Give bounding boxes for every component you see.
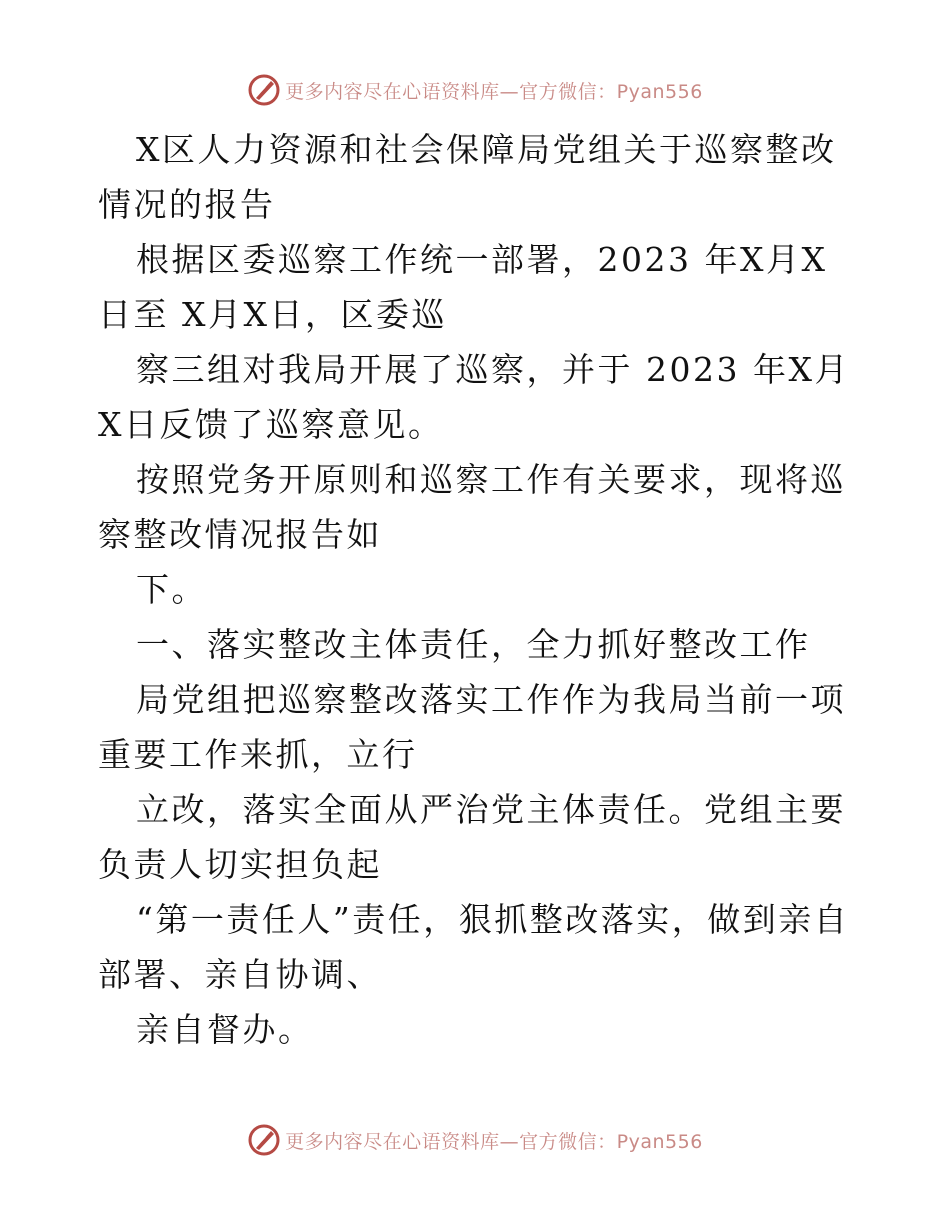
- watermark-text: 更多内容尽在心语资料库—官方微信：Pyan556: [285, 1130, 703, 1153]
- paragraph: 亲自督办。: [136, 1010, 314, 1049]
- quill-logo-icon: [247, 1123, 281, 1157]
- paragraph: “第一责任人”责任，狠抓整改落实，做到亲自部署、亲自协调、: [98, 900, 850, 994]
- footer-watermark: [0, 1120, 950, 1160]
- header-watermark: [0, 70, 950, 110]
- paragraph: 局党组把巡察整改落实工作作为我局当前一项重要工作来抓，立行: [98, 680, 846, 774]
- quill-logo-icon: [247, 73, 281, 107]
- report-title: X区人力资源和社会保障局党组关于巡察整改情况的报告: [98, 130, 837, 224]
- paragraph: 根据区委巡察工作统一部署，2023 年X月X日至 X月X日，区委巡: [98, 240, 828, 334]
- paragraph: 下。: [136, 570, 207, 609]
- paragraph: 按照党务开原则和巡察工作有关要求，现将巡察整改情况报告如: [98, 460, 846, 554]
- paragraph: 察三组对我局开展了巡察，并于 2023 年X月X日反馈了巡察意见。: [98, 350, 850, 444]
- document-body: [98, 122, 858, 1057]
- paragraph: 立改，落实全面从严治党主体责任。党组主要负责人切实担负起: [98, 790, 846, 884]
- watermark-text: 更多内容尽在心语资料库—官方微信：Pyan556: [285, 80, 703, 103]
- section-heading: 一、落实整改主体责任，全力抓好整改工作: [136, 625, 811, 664]
